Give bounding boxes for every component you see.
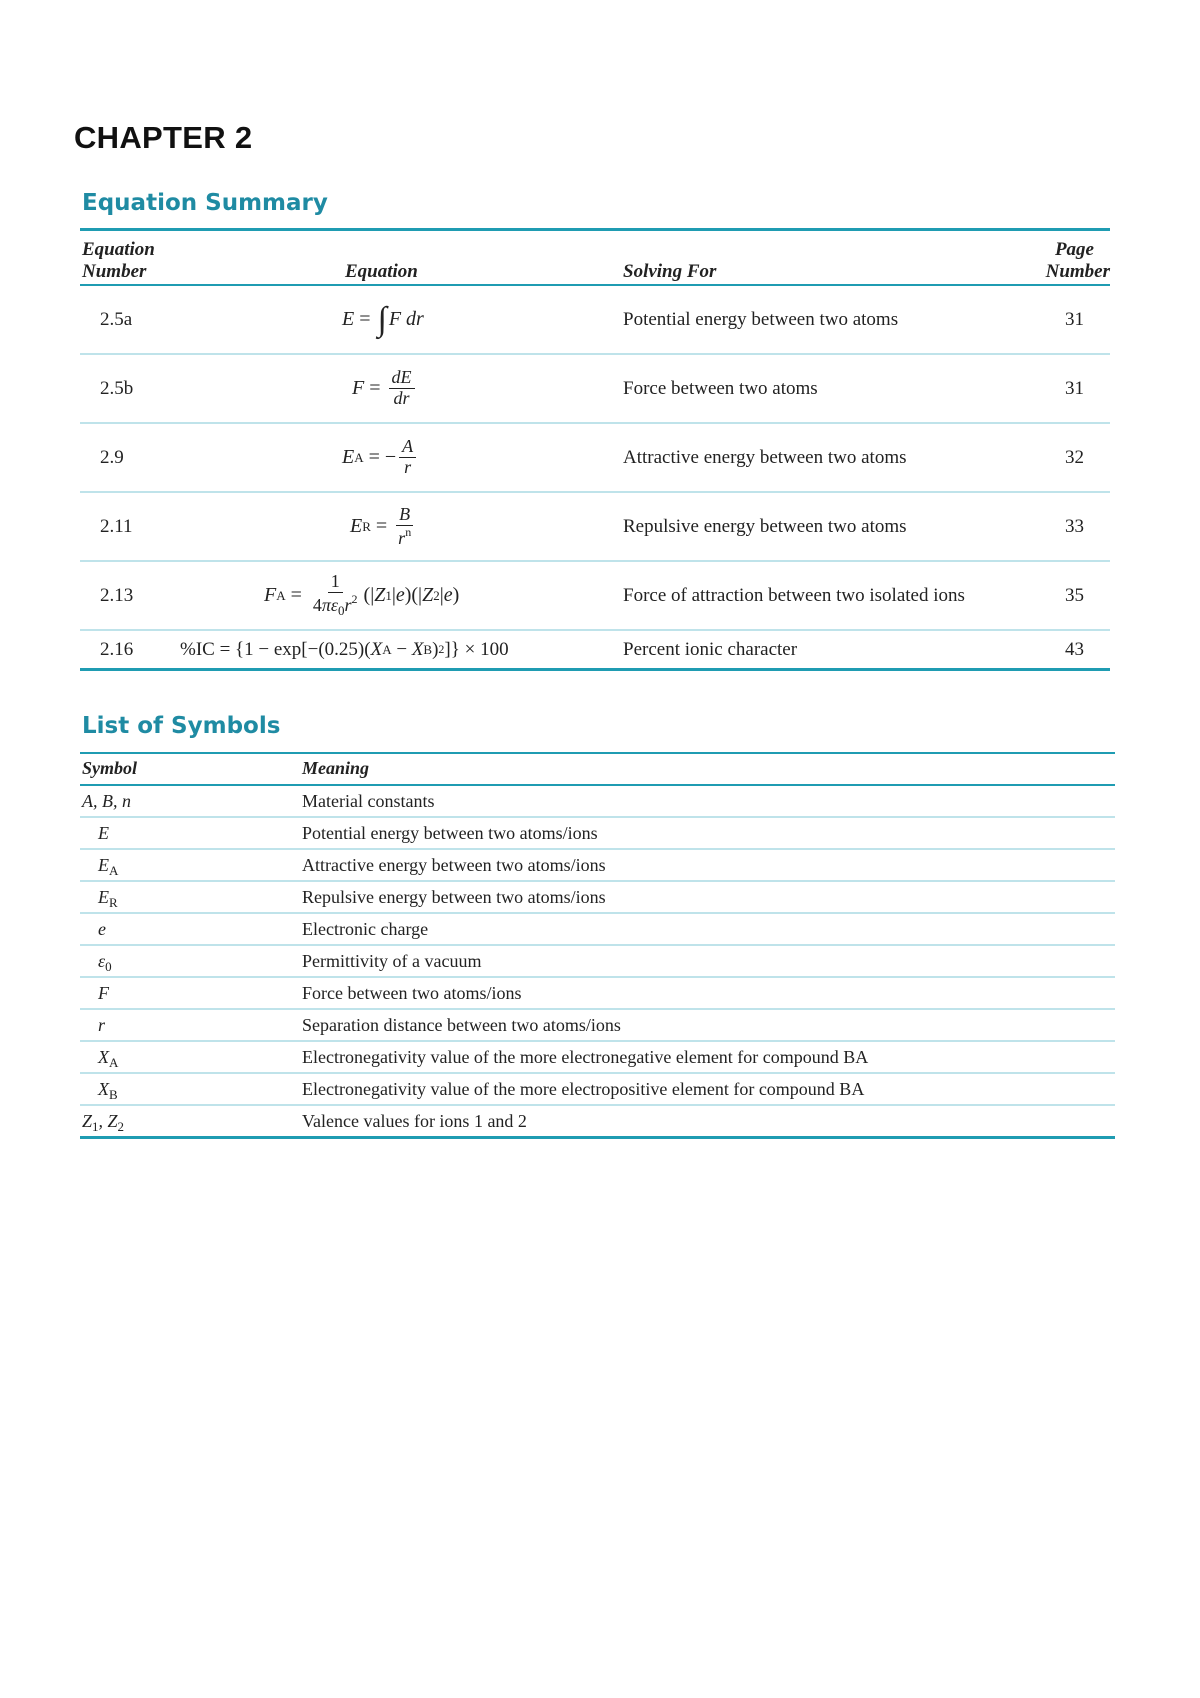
equation-number: 2.13 [100, 584, 134, 606]
header-page-line2: Number [1045, 261, 1110, 282]
equation-number: 2.5a [100, 308, 133, 330]
meaning: Separation distance between two atoms/ions [302, 1015, 621, 1035]
table-header [80, 231, 1110, 286]
header-number-line1: Equation [82, 239, 155, 260]
meaning: Electronegativity value of the more electropositive element for compound BA [302, 1079, 865, 1099]
list-of-symbols-title: List of Symbols [82, 713, 281, 739]
solving-for: Attractive energy between two atoms [623, 446, 907, 468]
meaning: Potential energy between two atoms/ions [302, 823, 598, 843]
page-number: 35 [1065, 584, 1084, 606]
equation-formula: E = ∫ F dr [342, 300, 424, 338]
header-symbol: Symbol [82, 758, 138, 778]
page-number: 31 [1065, 308, 1084, 330]
meaning: Material constants [302, 791, 435, 811]
header-solving-for: Solving For [623, 261, 717, 282]
equation-formula: F = $\frac{dE}{dr}$ [352, 355, 418, 422]
solving-for: Percent ionic character [623, 638, 798, 660]
solving-for: Force of attraction between two isolated ions [623, 584, 965, 606]
table-row [80, 1042, 1115, 1074]
meaning: Permittivity of a vacuum [302, 951, 482, 971]
equation-formula: E R = $\frac{B}{r^n}$ [350, 503, 412, 548]
symbol: A, B, n [82, 791, 131, 811]
symbol: e [98, 919, 106, 939]
table-row [80, 850, 1115, 882]
symbol: $E_A$ [98, 855, 119, 878]
meaning: Attractive energy between two atoms/ions [302, 855, 606, 875]
table-row [80, 286, 1110, 355]
page-number: 31 [1065, 377, 1084, 399]
table-header [80, 754, 1115, 786]
equation-summary-title: Equation Summary [82, 190, 328, 216]
equation-number: 2.16 [100, 638, 134, 660]
equation-number: 2.9 [100, 446, 124, 468]
symbol: $\varepsilon_0$ [98, 951, 112, 974]
solving-for: Force between two atoms [623, 377, 818, 399]
table-row [80, 818, 1115, 850]
equation-summary-table [80, 228, 1110, 671]
symbol: E [98, 823, 109, 843]
equation-number: 2.5b [100, 377, 134, 399]
equation-formula: E A = − $\frac{A}{r}$ [342, 424, 419, 491]
header-number-line2: Number [82, 261, 147, 282]
symbol: $Z_1$, $Z_2$ [82, 1111, 125, 1134]
header-page-line1: Page [1054, 239, 1094, 260]
symbol: $E_R$ [98, 887, 118, 910]
chapter-heading: CHAPTER 2 [74, 120, 253, 155]
header-equation: Equation [345, 261, 418, 282]
page-number: 33 [1065, 515, 1084, 537]
solving-for: Potential energy between two atoms [623, 308, 899, 330]
page-number: 32 [1065, 446, 1084, 468]
equation-number: 2.11 [100, 515, 133, 537]
table-row [80, 914, 1115, 946]
meaning: Electronegativity value of the more electronegative element for compound BA [302, 1047, 869, 1067]
symbol: r [98, 1015, 106, 1035]
table-row [80, 1106, 1115, 1139]
header-meaning: Meaning [302, 758, 370, 778]
equation-formula: F A = $\frac{1}{4\pi\varepsilon_0r^2}$ (| Z 1 | e )(| Z 2 | e ) [264, 571, 460, 619]
table-row [80, 1010, 1115, 1042]
meaning: Electronic charge [302, 919, 429, 939]
table-row [80, 631, 1110, 671]
table-row [80, 882, 1115, 914]
table-row [80, 946, 1115, 978]
equation-formula: %IC = {1 − exp[−(0.25)( X A − X B ) 2 ]} × 100 [180, 638, 509, 660]
table-row [80, 424, 1110, 493]
page-number: 43 [1065, 638, 1084, 660]
symbol: $X_A$ [98, 1047, 119, 1070]
table-row [80, 1074, 1115, 1106]
table-row [80, 562, 1110, 631]
meaning: Force between two atoms/ions [302, 983, 522, 1003]
solving-for: Repulsive energy between two atoms [623, 515, 907, 537]
meaning: Repulsive energy between two atoms/ions [302, 887, 606, 907]
table-row [80, 978, 1115, 1010]
table-row [80, 493, 1110, 562]
table-row [80, 355, 1110, 424]
table-row [80, 786, 1115, 818]
symbol: $X_B$ [98, 1079, 118, 1102]
symbols-table [80, 752, 1115, 1139]
symbol: F [98, 983, 109, 1003]
meaning: Valence values for ions 1 and 2 [302, 1111, 527, 1131]
